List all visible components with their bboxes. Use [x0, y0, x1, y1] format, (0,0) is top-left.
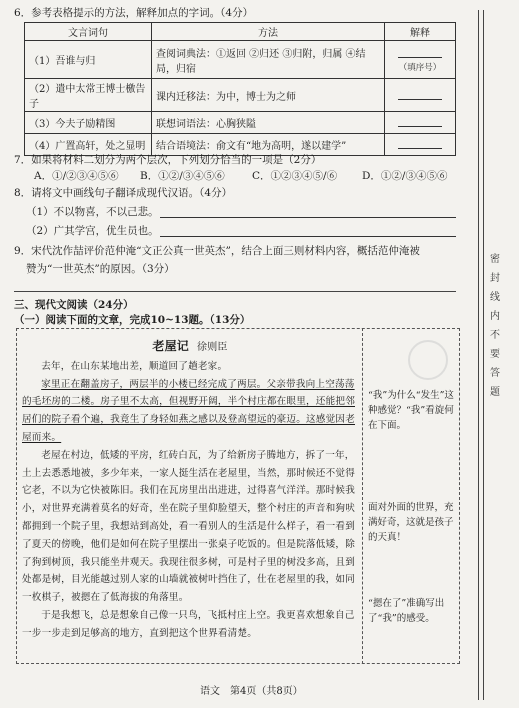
margin-note-2: 面对外面的世界，充满好奇，这就是孩子的天真！ [368, 502, 454, 543]
q6-table [24, 22, 456, 156]
essay-body [22, 338, 358, 643]
q7-option-c[interactable]: C．①②③④⑤/⑥ [252, 170, 338, 182]
q6-row4-phrase: （4）广置高轩，处之显明 [25, 134, 152, 156]
q6-row2-phrase: （2）遣中太常王博士檄告子 [25, 79, 152, 112]
q6-row4-method: 结合语境法：俞文有“地为高明，遂以建学” [152, 134, 385, 156]
q6-stem: 6．参考表格提示的方法，解释加点的字词。（4分） [14, 7, 254, 19]
q6-header-answer: 解释 [385, 23, 456, 41]
q6-row3-blank[interactable] [398, 115, 442, 127]
q6-row3-method: 联想词语法：心胸狭隘 [152, 112, 385, 134]
q6-row3-answer[interactable] [385, 112, 456, 134]
q6-row2-method: 课内迁移法：为中，博士为之师 [152, 79, 385, 112]
q6-row1-method: 查阅词典法：①返回 ②归还 ③归附，归属 ④结局，归宿 [152, 41, 385, 79]
q6-row3-phrase: （3）今夫子励精图 [25, 112, 152, 134]
q6-header-phrase: 文言词句 [25, 23, 152, 41]
q9-answer-line[interactable] [14, 291, 456, 292]
section3-subheading: （一）阅读下面的文章，完成10~13题。（13分） [14, 314, 251, 326]
essay-title-line [22, 338, 358, 357]
q6-row1-answer[interactable] [385, 41, 456, 79]
q7-option-b[interactable]: B．①②/③④⑤⑥ [140, 170, 225, 182]
q8-answer2-line[interactable] [160, 225, 456, 237]
q6-row1-blank[interactable] [398, 46, 442, 58]
q7-stem: 7．如果将材料二划分为两个层次，下列划分恰当的一项是（2分） [14, 154, 322, 166]
essay-paragraph-1: 去年，在山东某地出差，顺道回了趟老家。 [41, 360, 228, 372]
q9-stem: 9．宋代沈作喆评价范仲淹“文正公真一世英杰”，结合上面三则材料内容，概括范仲淹被 [14, 245, 420, 257]
q6-row1-phrase: （1）吾谁与归 [25, 41, 152, 79]
faint-watermark [408, 340, 448, 380]
seal-line-left [478, 10, 479, 700]
q6-row4-answer[interactable] [385, 134, 456, 156]
seal-line-right [483, 10, 484, 700]
q8-stem: 8．请将文中画线句子翻译成现代汉语。（4分） [14, 187, 233, 199]
seal-line-notice: 密封线内不要答题 [490, 254, 500, 398]
page-footer: 语文 第4页（共8页） [200, 686, 303, 697]
q6-header-method: 方法 [152, 23, 385, 41]
margin-note-1: “我”为什么“发生”这种感觉？“我”看旋何在下面。 [368, 390, 454, 431]
q6-row2-answer[interactable] [385, 79, 456, 112]
essay-paragraph-3: 老屋在村边，低矮的平房，红砖白瓦，为了给新房子腾地方，拆了一年，土上去悉悉地被，多少年来，一家人挺生活在老屋里，当然，那时候还不觉得它老，不以为它快被陈旧。我们在瓦房里出出进进，过得喜气洋洋。那时候我小，对世界充满着莫名的好奇，坐在院子里仰脸望天，整个村庄的声音和狗吠都拥到一个院子里，我想站到高处，看一看别人的生活是什么样子，看一看到了夏天的傍晚，他们是如何在院子里摆出一张桌子吃饭的。但是院落低矮，除了狗到树顶，我只能坐井观天。我现往很多树，可是村子里的树没多高，且到处都是树，目光能越过别人家的山墙就被树叶挡住了，仕在老屋里的我，如同一枚棋子，被摁在了低海拔的角落里。 [22, 449, 355, 604]
margin-note-3: “摁在了”准确写出了“我”的感受。 [368, 598, 445, 624]
essay-title: 老屋记 [152, 339, 189, 353]
q8-item1: （1）不以物喜，不以己悲。 [26, 206, 159, 218]
q6-row4-blank[interactable] [398, 137, 442, 149]
section3-heading: 三、现代文阅读（24分） [14, 299, 134, 311]
q7-option-d[interactable]: D．①②/③④⑤⑥ [362, 170, 448, 182]
essay-paragraph-4: 于是我想飞，总是想象自己像一只鸟，飞抵村庄上空。我更喜欢想象自己一步一步走到足够高的地方，直到把这个世界看清楚。 [22, 609, 355, 639]
q9-stem-cont: 赞为“一世英杰”的原因。（3分） [26, 263, 175, 275]
q8-answer1-line[interactable] [160, 206, 456, 218]
q8-item2: （2）广其学宫，优生员也。 [26, 225, 159, 237]
q6-row1-note: （填序号） [398, 63, 442, 73]
essay-author: 徐则臣 [197, 342, 228, 353]
q6-row2-blank[interactable] [398, 88, 442, 100]
essay-margin-divider [362, 328, 363, 664]
q7-option-a[interactable]: A．①/②③④⑤⑥ [34, 170, 119, 182]
essay-paragraph-2: 家里正在翻盖房子，两层半的小楼已经完成了两层。父亲带我向上空荡荡的毛坯房的二楼。房子里不太高，但视野开阔，半个村庄都在眼里，还能把邻居们的院子看个遍，我竟生了身轻如燕之感以及登高望远的豪迈。这感觉因老屋而来。 [22, 378, 355, 443]
